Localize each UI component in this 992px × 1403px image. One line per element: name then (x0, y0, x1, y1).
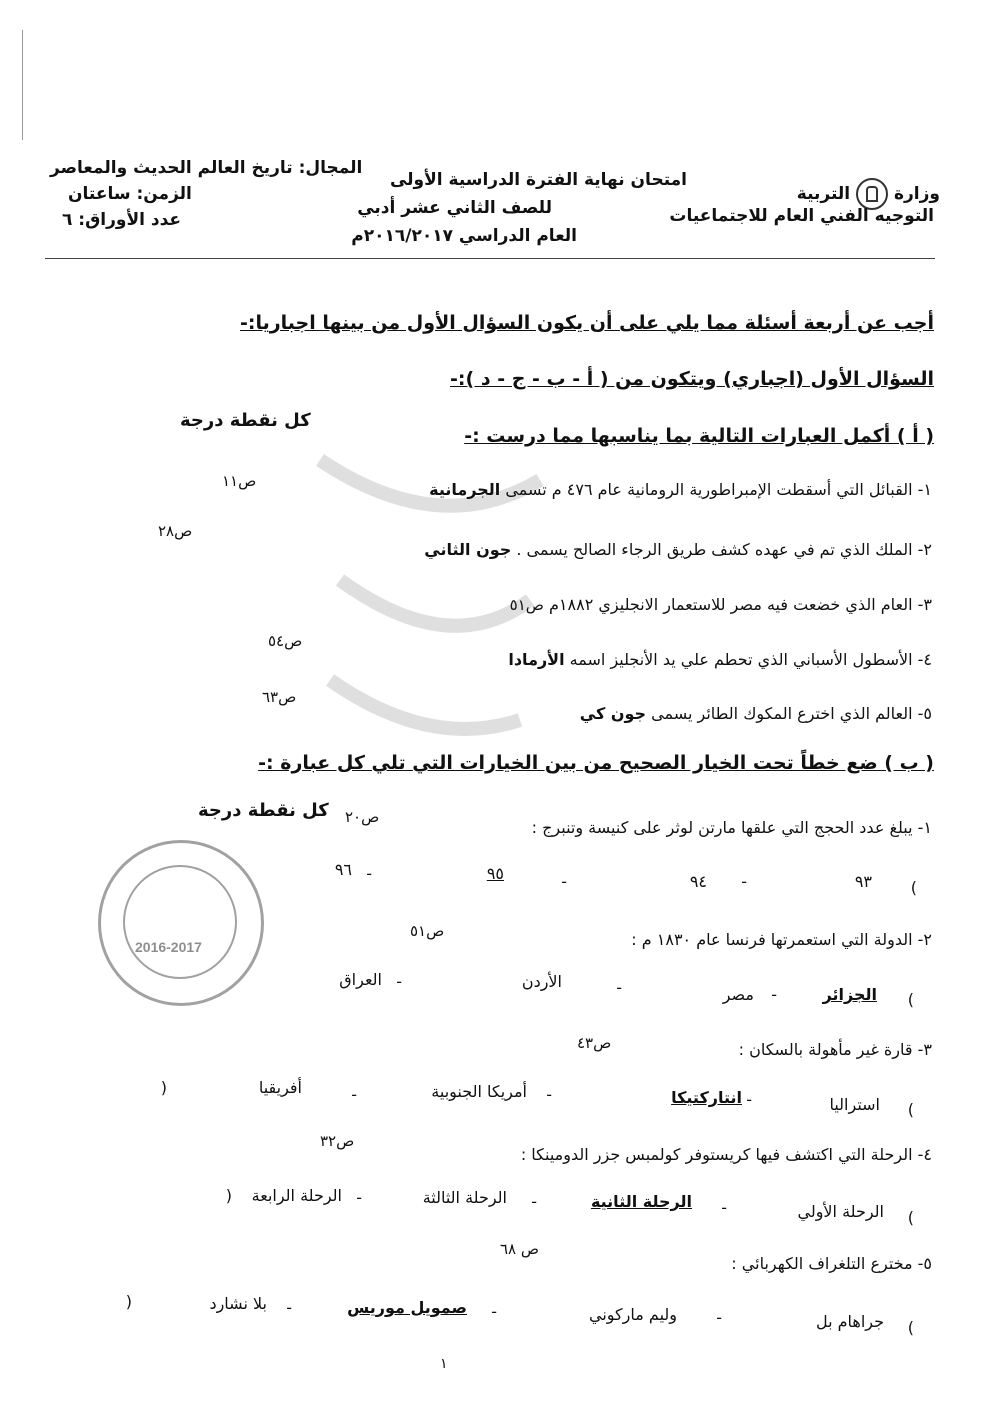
paren-close: ) (225, 1186, 232, 1205)
page-ref: ص٦٣ (262, 688, 297, 706)
option: العراق (339, 970, 382, 989)
item-text: ٤- الأسطول الأسباني الذي تحطم علي يد الأنجليز اسمه (569, 650, 932, 669)
option-separator: - (746, 1090, 752, 1109)
page-number: ١ (440, 1356, 448, 1372)
option: جراهام بل (815, 1312, 884, 1331)
part-b-question-3: ٣- قارة غير مأهولة بالسكان : (738, 1040, 932, 1059)
option: ٩٦ (334, 860, 352, 879)
paren-open: ( (907, 1208, 914, 1227)
part-a-title: ( أ ) أكمل العبارات التالية بما يناسبها مما درست :- (464, 425, 934, 447)
grade-label: للصف الثاني عشر أدبي (357, 198, 552, 218)
scan-edge-line (22, 30, 23, 140)
page-ref: ص٤٣ (577, 1034, 612, 1052)
page-ref: ص٢٠ (345, 808, 380, 826)
item-answer: الأرمادا (508, 650, 565, 669)
option-separator: - (286, 1298, 292, 1317)
part-b-question-5: ٥- مخترع التلغراف الكهربائي : (731, 1254, 932, 1273)
page-ref: ص٥٤ (268, 632, 303, 650)
option-separator: - (561, 872, 567, 891)
part-a-item-2 (424, 540, 932, 559)
q1-title: السؤال الأول (اجباري) ويتكون من ( أ - ب - ج - د ):- (450, 368, 934, 390)
part-b-question-1: ١- يبلغ عدد الحجج التي علقها مارتن لوثر على كنيسة وتنبرج : (531, 818, 932, 837)
option-separator: - (351, 1085, 357, 1104)
option-separator: - (396, 972, 402, 991)
option-correct: صمويل موريس (347, 1298, 467, 1317)
item-text: ١- القبائل التي أسقطت الإمبراطورية الرومانية عام ٤٧٦ م تسمى (505, 480, 932, 499)
ministry-word-1: وزارة (893, 184, 940, 204)
option: الرحلة الثالثة (422, 1188, 507, 1207)
option-separator: - (366, 864, 372, 883)
academic-year: العام الدراسي ٢٠١٦/٢٠١٧م (351, 226, 577, 246)
page-ref: ص٥١ (410, 922, 445, 940)
option: ٩٤ (689, 872, 707, 891)
option-correct: الجزائر (822, 985, 877, 1004)
paren-open: ( (907, 1318, 914, 1337)
exam-title: امتحان نهاية الفترة الدراسية الأولى (389, 170, 687, 190)
seal-year: 2016-2017 (135, 939, 202, 955)
option: ٩٣ (854, 872, 872, 891)
option-correct: انتاركتيكا (671, 1088, 742, 1107)
option: استراليا (829, 1095, 880, 1114)
part-a-item-4 (508, 650, 932, 669)
seal-emblem-icon (123, 865, 237, 979)
guidance-dept: التوجيه الفني العام للاجتماعيات (669, 206, 934, 226)
option: أمريكا الجنوبية (431, 1082, 527, 1101)
part-a-item-3 (510, 595, 932, 614)
option-correct: ٩٥ (486, 864, 504, 883)
page-ref: ص٥١ (509, 596, 544, 614)
part-b-question-4: ٤- الرحلة التي اكتشف فيها كريستوفر كولمبس جزر الدومينكا : (520, 1145, 932, 1164)
option-separator: - (616, 978, 622, 997)
item-answer: جون كي (579, 704, 647, 723)
option-separator: - (491, 1302, 497, 1321)
option: مصر (722, 985, 754, 1004)
page-ref: ص٢٨ (158, 522, 193, 540)
item-text: ٢- الملك الذي تم في عهده كشف طريق الرجاء الصالح يسمى . (516, 540, 932, 559)
time-label: الزمن: ساعتان (68, 184, 192, 204)
paren-open: ( (907, 990, 914, 1009)
item-text: ٥- العالم الذي اخترع المكوك الطائر يسمى (651, 704, 932, 723)
part-b-title: ( ب ) ضع خطاً تحت الخيار الصحيح من بين الخيارات التي تلي كل عبارة :- (258, 752, 934, 774)
page-ref: ص ٦٨ (500, 1240, 540, 1258)
option: الأردن (521, 972, 562, 991)
option: الرحلة الأولي (797, 1202, 884, 1221)
item-answer: جون الثاني (424, 540, 512, 559)
paren-close: ) (125, 1292, 132, 1311)
field-label: المجال: تاريخ العالم الحديث والمعاصر (50, 158, 363, 178)
item-text: ٣- العام الذي خضعت فيه مصر للاستعمار الانجليزي ١٨٨٢م (549, 595, 932, 614)
header-divider (45, 258, 935, 259)
paren-open: ( (910, 878, 917, 897)
paren-open: ( (907, 1100, 914, 1119)
item-answer: الجرمانية (429, 480, 501, 499)
ministry-word-2: التربية (796, 184, 851, 204)
paren-close: ) (160, 1078, 167, 1097)
part-b-points: كل نقطة درجة (198, 800, 329, 821)
option-correct: الرحلة الثانية (590, 1192, 692, 1211)
option-separator: - (546, 1085, 552, 1104)
official-seal (98, 840, 264, 1006)
option: الرحلة الرابعة (251, 1186, 342, 1205)
option-separator: - (531, 1192, 537, 1211)
part-a-points: كل نقطة درجة (180, 410, 311, 431)
page-ref: ص٣٢ (320, 1132, 355, 1150)
page-ref: ص١١ (222, 472, 257, 490)
option-separator: - (716, 1308, 722, 1327)
general-instructions: أجب عن أربعة أسئلة مما يلي على أن يكون السؤال الأول من بينها اجباريا:- (239, 312, 934, 334)
option-separator: - (771, 985, 777, 1004)
option-separator: - (741, 872, 747, 891)
option: أفريقيا (258, 1078, 302, 1097)
option-separator: - (721, 1198, 727, 1217)
option: وليم ماركوني (588, 1305, 677, 1324)
part-a-item-5 (580, 704, 932, 723)
part-a-item-1 (429, 480, 932, 499)
option: بلا نشارد (209, 1294, 267, 1313)
part-b-question-2: ٢- الدولة التي استعمرتها فرنسا عام ١٨٣٠ م : (631, 930, 932, 949)
pages-count: عدد الأوراق: ٦ (62, 210, 182, 230)
option-separator: - (356, 1188, 362, 1207)
